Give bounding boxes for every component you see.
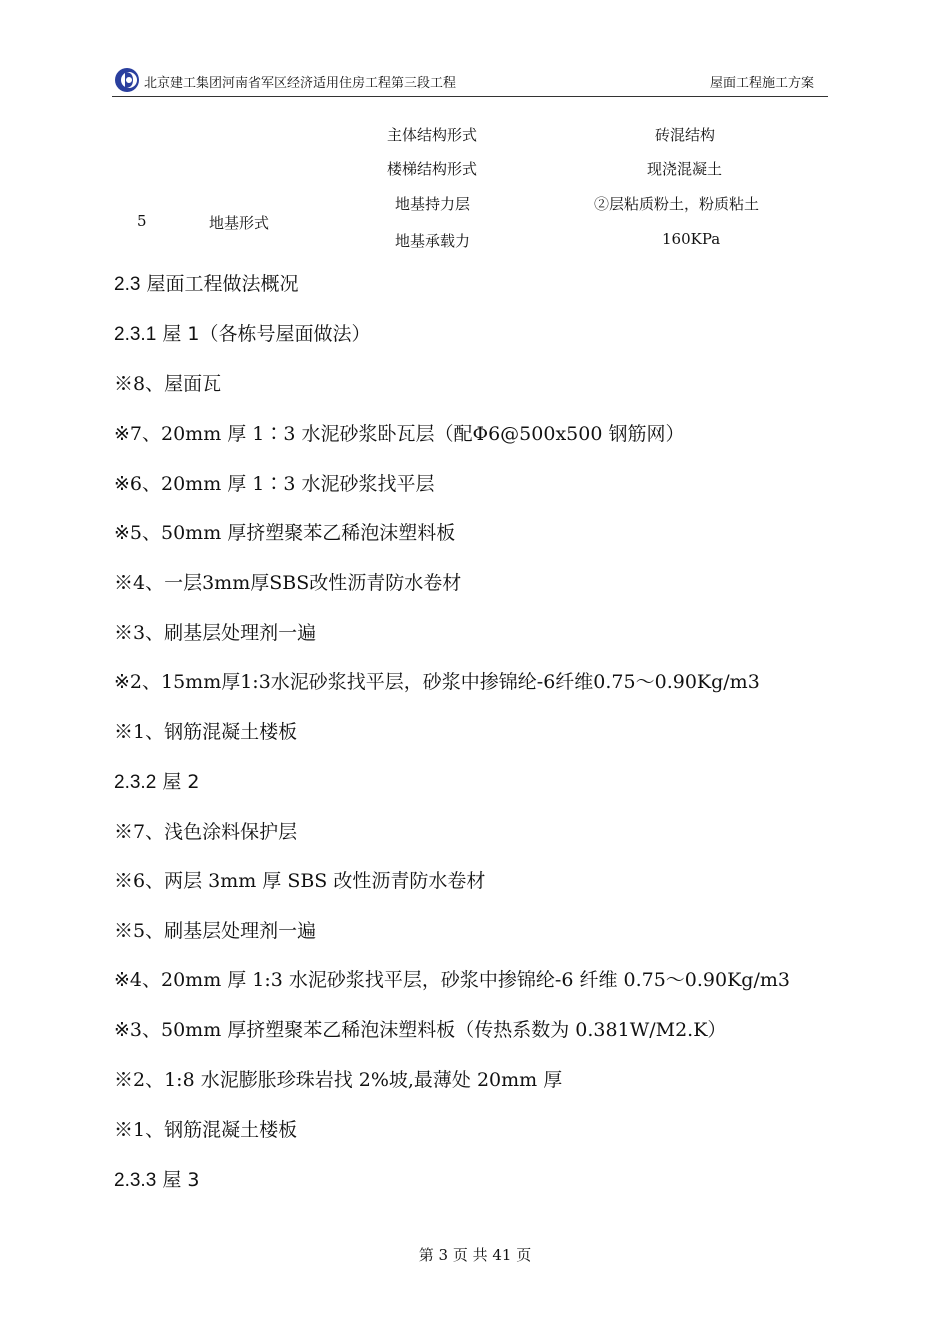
list-item: ※1、钢筋混凝土楼板 bbox=[114, 721, 298, 743]
table-row-value: 砖混结构 bbox=[655, 126, 716, 144]
list-item: ※5、刷基层处理剂一遍 bbox=[114, 920, 317, 942]
table-row-label: 地基承载力 bbox=[395, 232, 471, 250]
list-item: ※6、两层 3mm 厚 SBS 改性沥青防水卷材 bbox=[114, 870, 486, 892]
list-item: ※5、50mm 厚挤塑聚苯乙稀泡沫塑料板 bbox=[114, 522, 456, 544]
list-item: ※2、15mm厚1:3水泥砂浆找平层，砂浆中掺锦纶-6纤维0.75～0.90Kg/m3 bbox=[114, 671, 760, 693]
list-item: ※7、浅色涂料保护层 bbox=[114, 821, 298, 843]
list-item: ※6、20mm 厚 1∶3 水泥砂浆找平层 bbox=[114, 473, 435, 495]
header-doc-title: 屋面工程施工方案 bbox=[709, 76, 814, 91]
list-item: ※3、50mm 厚挤塑聚苯乙稀泡沫塑料板（传热系数为 0.381W/M2.K） bbox=[114, 1019, 727, 1041]
table-group-name: 地基形式 bbox=[209, 214, 270, 232]
table-row-label: 地基持力层 bbox=[395, 195, 471, 213]
table-row-label: 楼梯结构形式 bbox=[387, 160, 478, 178]
header-project-title: 北京建工集团河南省军区经济适用住房工程第三段工程 bbox=[144, 76, 457, 91]
section-heading: 2.3.2 屋 2 bbox=[114, 771, 200, 793]
page-header bbox=[112, 64, 828, 97]
table-row-value: 现浇混凝土 bbox=[647, 160, 723, 178]
list-item: ※4、一层3mm厚SBS改性沥青防水卷材 bbox=[114, 572, 462, 594]
page-footer: 第 3 页 共 41 页 bbox=[418, 1246, 532, 1264]
list-item: ※1、钢筋混凝土楼板 bbox=[114, 1119, 298, 1141]
table-row-value: 160KPa bbox=[662, 230, 721, 248]
table-row-value: ②层粘质粉土，粉质粘土 bbox=[594, 195, 760, 213]
section-heading: 2.3.1 屋 1（各栋号屋面做法） bbox=[114, 323, 371, 345]
company-logo-icon bbox=[112, 66, 142, 94]
section-heading: 2.3.3 屋 3 bbox=[114, 1169, 200, 1191]
section-heading: 2.3 屋面工程做法概况 bbox=[114, 273, 299, 295]
table-group-number: 5 bbox=[137, 212, 147, 230]
list-item: ※4、20mm 厚 1:3 水泥砂浆找平层，砂浆中掺锦纶-6 纤维 0.75～0.90Kg/m3 bbox=[114, 969, 790, 991]
list-item: ※7、20mm 厚 1∶3 水泥砂浆卧瓦层（配Φ6@500x500 钢筋网） bbox=[114, 423, 685, 445]
list-item: ※3、刷基层处理剂一遍 bbox=[114, 622, 317, 644]
table-row-label: 主体结构形式 bbox=[387, 126, 478, 144]
list-item: ※8、屋面瓦 bbox=[114, 373, 222, 395]
list-item: ※2、1:8 水泥膨胀珍珠岩找 2%坡,最薄处 20mm 厚 bbox=[114, 1069, 563, 1091]
